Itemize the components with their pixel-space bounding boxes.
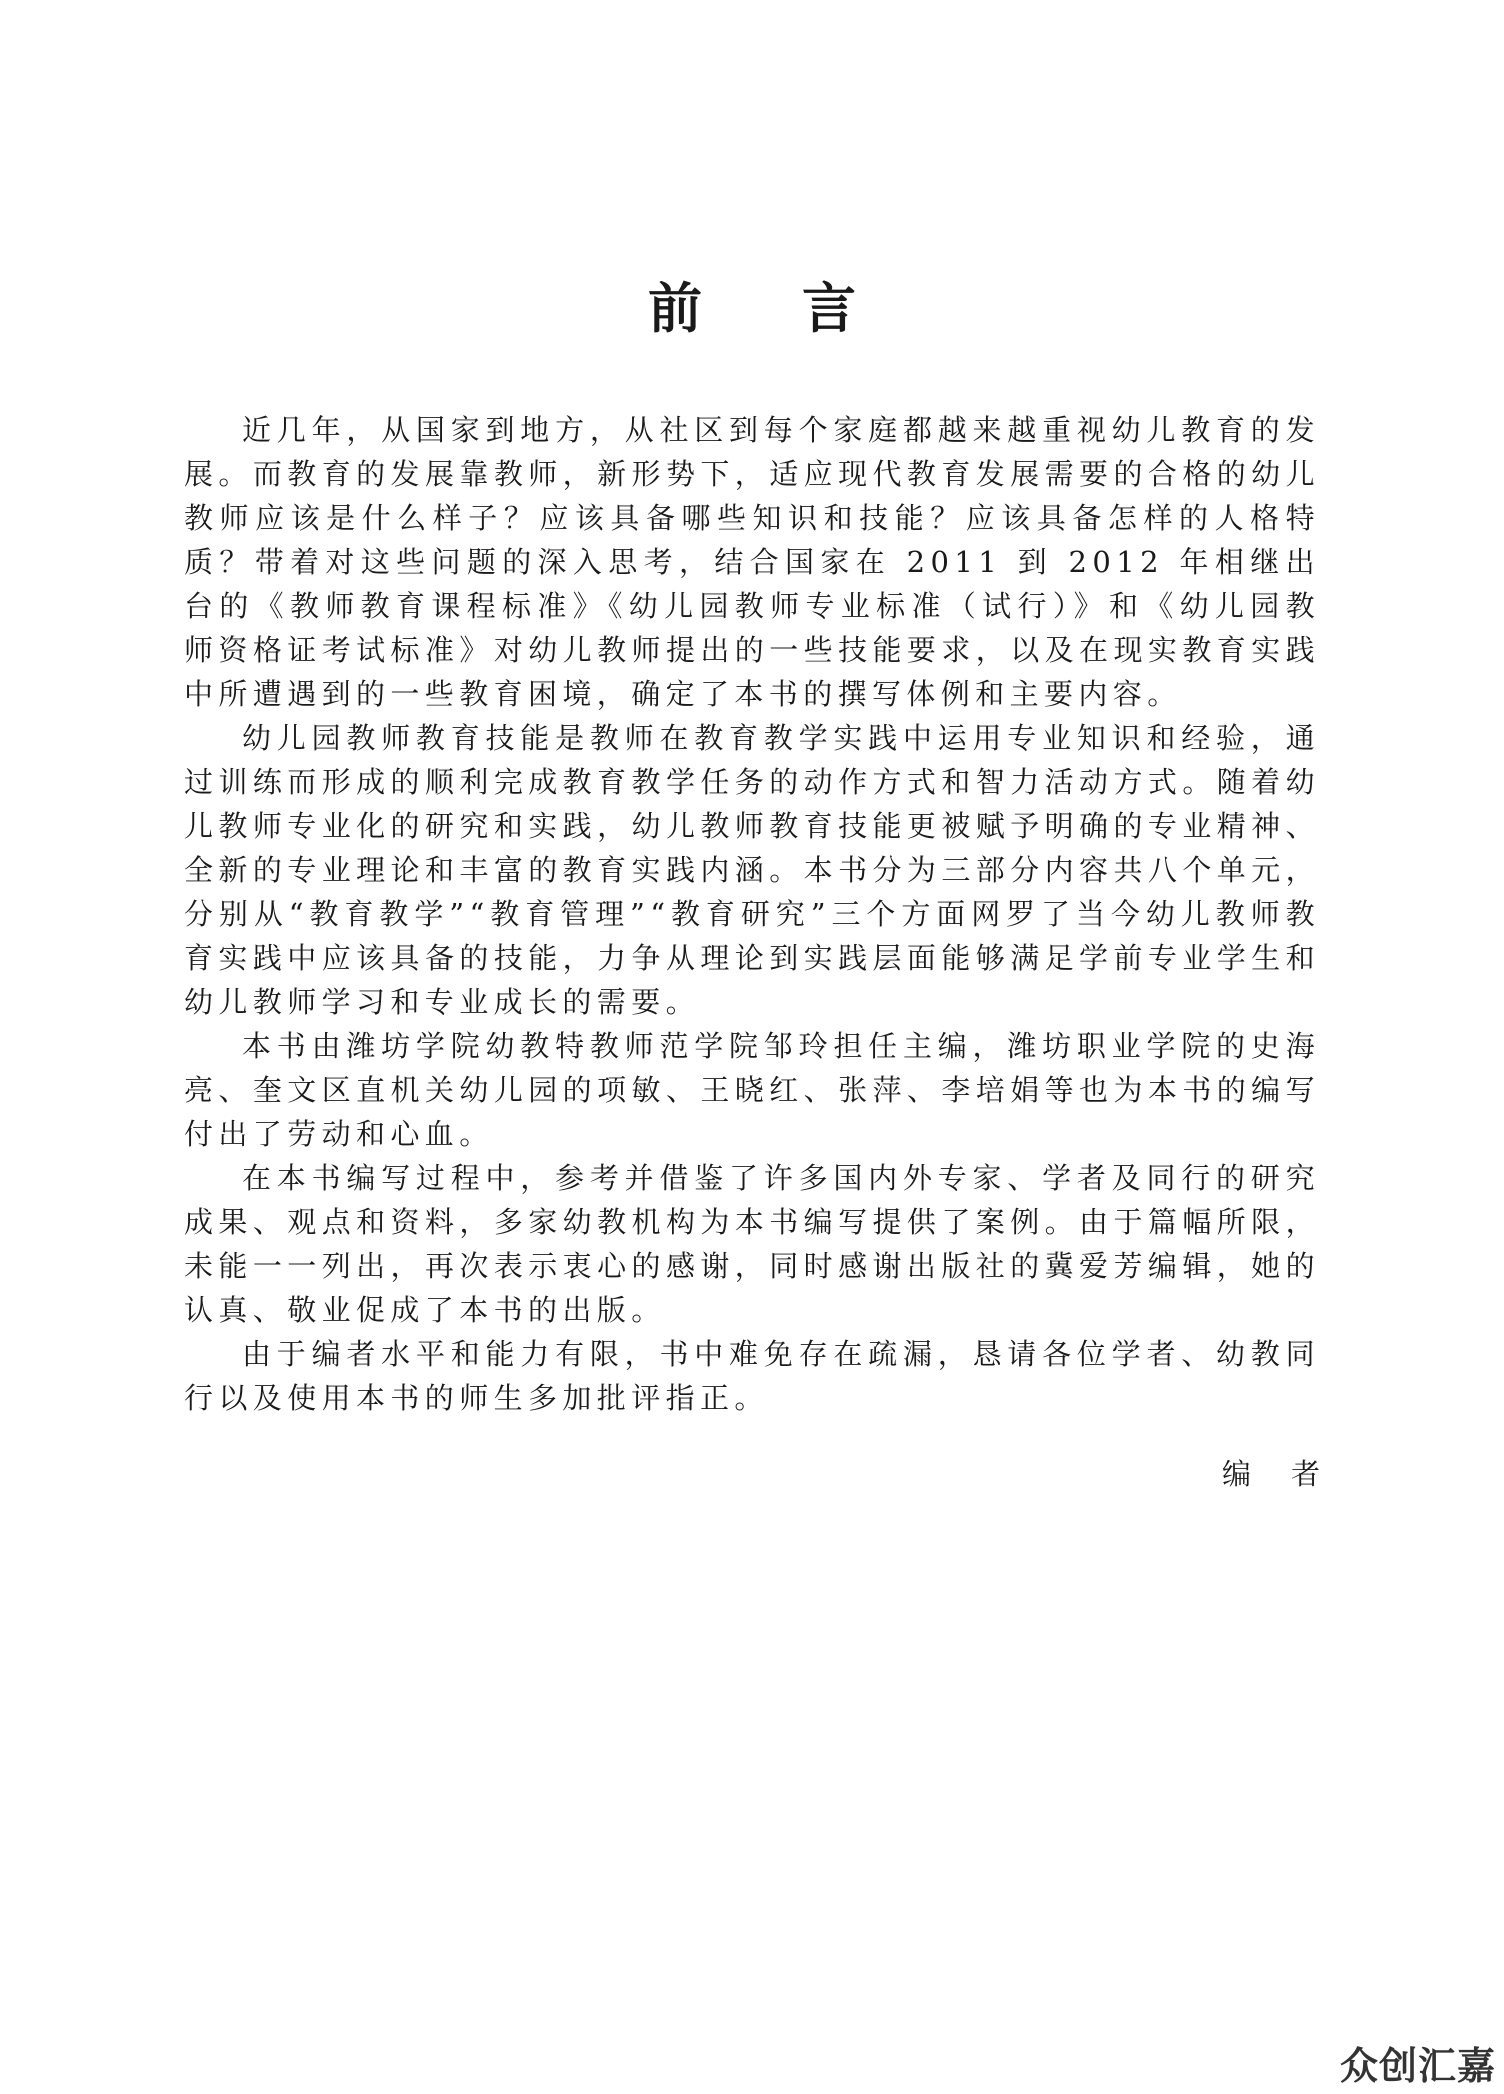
watermark-logo: 众创汇嘉 [1339,2044,1496,2088]
preface-body [184,408,1320,1420]
paragraph: 在本书编写过程中，参考并借鉴了许多国内外专家、学者及同行的研究成果、观点和资料，多家幼教机构为本书编写提供了案例。由于篇幅所限，未能一一列出，再次表示衷心的感谢，同时感谢出版社的冀爱芳编辑，她的认真、敬业促成了本书的出版。 [184,1161,1320,1327]
paragraph: 近几年，从国家到地方，从社区到每个家庭都越来越重视幼儿教育的发展。而教育的发展靠教师，新形势下，适应现代教育发展需要的合格的幼儿教师应该是什么样子？应该具备哪些知识和技能？应该具备怎样的人格特质？带着对这些问题的深入思考，结合国家在 2011 到 2012 年相继出台的《教师教育课程标准》《幼儿园教师专业标准（试行）》和《幼儿园教师资格证考试标准》对幼儿教师提出的一些技能要求，以及在现实教育实践中所遭遇到的一些教育困境，确定了本书的撰写体例和主要内容。 [184,413,1320,711]
paragraph: 本书由潍坊学院幼教特教师范学院邹玲担任主编，潍坊职业学院的史海亮、奎文区直机关幼儿园的项敏、王晓红、张萍、李培娟等也为本书的编写付出了劳动和心血。 [184,1029,1320,1151]
page-title: 前言 [648,276,956,340]
author-signature: 编者 [1221,1457,1360,1491]
paragraph: 由于编者水平和能力有限，书中难免存在疏漏，恳请各位学者、幼教同行以及使用本书的师生多加批评指正。 [184,1337,1320,1415]
paragraph: 幼儿园教师教育技能是教师在教育教学实践中运用专业知识和经验，通过训练而形成的顺利完成教育教学任务的动作方式和智力活动方式。随着幼儿教师专业化的研究和实践，幼儿教师教育技能更被赋予明确的专业精神、全新的专业理论和丰富的教育实践内涵。本书分为三部分内容共八个单元，分别从“教育教学”“教育管理”“教育研究”三个方面网罗了当今幼儿教师教育实践中应该具备的技能，力争从理论到实践层面能够满足学前专业学生和幼儿教师学习和专业成长的需要。 [184,721,1320,1019]
